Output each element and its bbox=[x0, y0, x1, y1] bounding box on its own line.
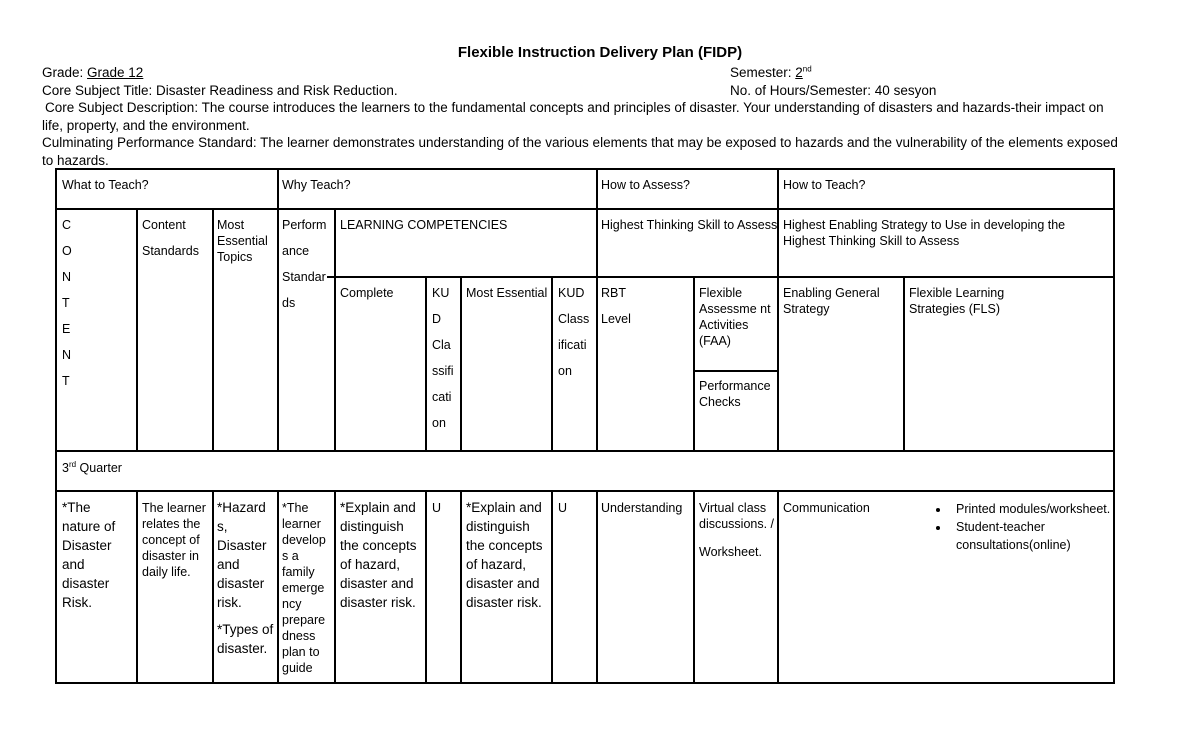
list-item: • Printed modules/worksheet. bbox=[950, 500, 1112, 518]
row-content: *The nature of Disaster and disaster Risk. bbox=[62, 500, 116, 610]
row-rbt-level: Understanding bbox=[601, 501, 683, 515]
row-kud-2: U bbox=[558, 501, 568, 515]
header-faa: Flexible Assessme nt Activities (FAA) bbox=[699, 286, 771, 348]
header-learning-competencies: LEARNING COMPETENCIES bbox=[340, 218, 508, 232]
header-performance-standards: Perform ance Standar ds bbox=[282, 218, 327, 310]
header-performance-checks: Performance Checks bbox=[699, 379, 771, 409]
section-why-teach: Why Teach? bbox=[282, 178, 351, 192]
grade-label: Grade: bbox=[42, 65, 88, 80]
header-fls: Flexible Learning Strategies (FLS) bbox=[909, 286, 1005, 316]
header-most-essential-topics: Most Essential Topics bbox=[217, 218, 268, 264]
header-kud-classification: KU D Cla ssifi cati on bbox=[432, 286, 454, 430]
row-complete-competency: *Explain and distinguish the concepts of hazard, disaster and disaster risk. bbox=[340, 500, 417, 610]
header-kud-classification-2: KUD Class ificati on bbox=[558, 286, 590, 378]
header-most-essential: Most Essential bbox=[466, 286, 548, 300]
semester-label: Semester: bbox=[730, 65, 796, 80]
header-complete: Complete bbox=[340, 286, 394, 300]
row-faa-1: Virtual class discussions. / bbox=[699, 501, 775, 531]
fidp-table bbox=[55, 168, 1115, 684]
header-content: C O N T E N T bbox=[62, 218, 72, 388]
header-content-standards-1: Content bbox=[142, 218, 186, 232]
row-kud: U bbox=[432, 501, 442, 515]
section-how-to-assess: How to Assess? bbox=[601, 178, 690, 192]
quarter-label bbox=[62, 460, 122, 476]
hours-per-semester: No. of Hours/Semester: 40 sesyon bbox=[730, 83, 937, 98]
fls-list bbox=[932, 500, 1112, 554]
section-how-to-teach: How to Teach? bbox=[783, 178, 866, 192]
grade-value: Grade 12 bbox=[87, 65, 144, 80]
row-topics-1: *Hazard s, Disaster and disaster risk. bbox=[217, 500, 267, 610]
semester-line bbox=[730, 64, 812, 82]
row-topics-2: *Types of disaster. bbox=[217, 622, 274, 656]
header-content-standards-2: Standards bbox=[142, 244, 199, 258]
core-subject-title: Core Subject Title: Disaster Readiness and Risk Reduction. bbox=[42, 83, 398, 98]
grade-line bbox=[42, 64, 143, 82]
row-most-essential-competency: *Explain and distinguish the concepts of hazard, disaster and disaster risk. bbox=[466, 500, 543, 610]
row-enabling-strategy: Communication bbox=[783, 501, 870, 515]
row-faa-2: Worksheet. bbox=[699, 545, 762, 559]
row-performance-standard: *The learner develop s a family emerge ncy prepare dness plan to guide bbox=[282, 501, 326, 675]
quarter-text: Quarter bbox=[76, 461, 122, 475]
header-rbt-level: RBT Level bbox=[601, 286, 631, 326]
culminating-performance-standard: Culminating Performance Standard: The learner demonstrates understanding of the various elements that may be exposed to hazards and the vulnerability of the elements exposed to hazards. bbox=[42, 135, 1118, 168]
row-content-standards: The learner relates the concept of disaster in daily life. bbox=[142, 501, 206, 579]
semester-value: 2 bbox=[795, 65, 803, 80]
header-enabling-general-strategy: Enabling General Strategy bbox=[783, 286, 880, 316]
quarter-suffix: rd bbox=[68, 459, 77, 469]
list-item: • Student-teacher consultations(online) bbox=[950, 518, 1112, 554]
semester-suffix: nd bbox=[802, 64, 812, 74]
section-what-to-teach: What to Teach? bbox=[62, 178, 149, 192]
page-title: Flexible Instruction Delivery Plan (FIDP) bbox=[457, 44, 743, 61]
row-fls bbox=[932, 500, 1112, 554]
header-highest-thinking-skill: Highest Thinking Skill to Assess bbox=[601, 218, 778, 232]
core-subject-description: Core Subject Description: The course introduces the learners to the fundamental concepts and principles of disaster. Your understanding of disasters and hazards-their impact on life, property, and the environment. bbox=[42, 100, 1104, 133]
header-highest-enabling-strategy: Highest Enabling Strategy to Use in developing the Highest Thinking Skill to Assess bbox=[783, 218, 1066, 248]
quarter-number: 3 bbox=[62, 461, 69, 475]
